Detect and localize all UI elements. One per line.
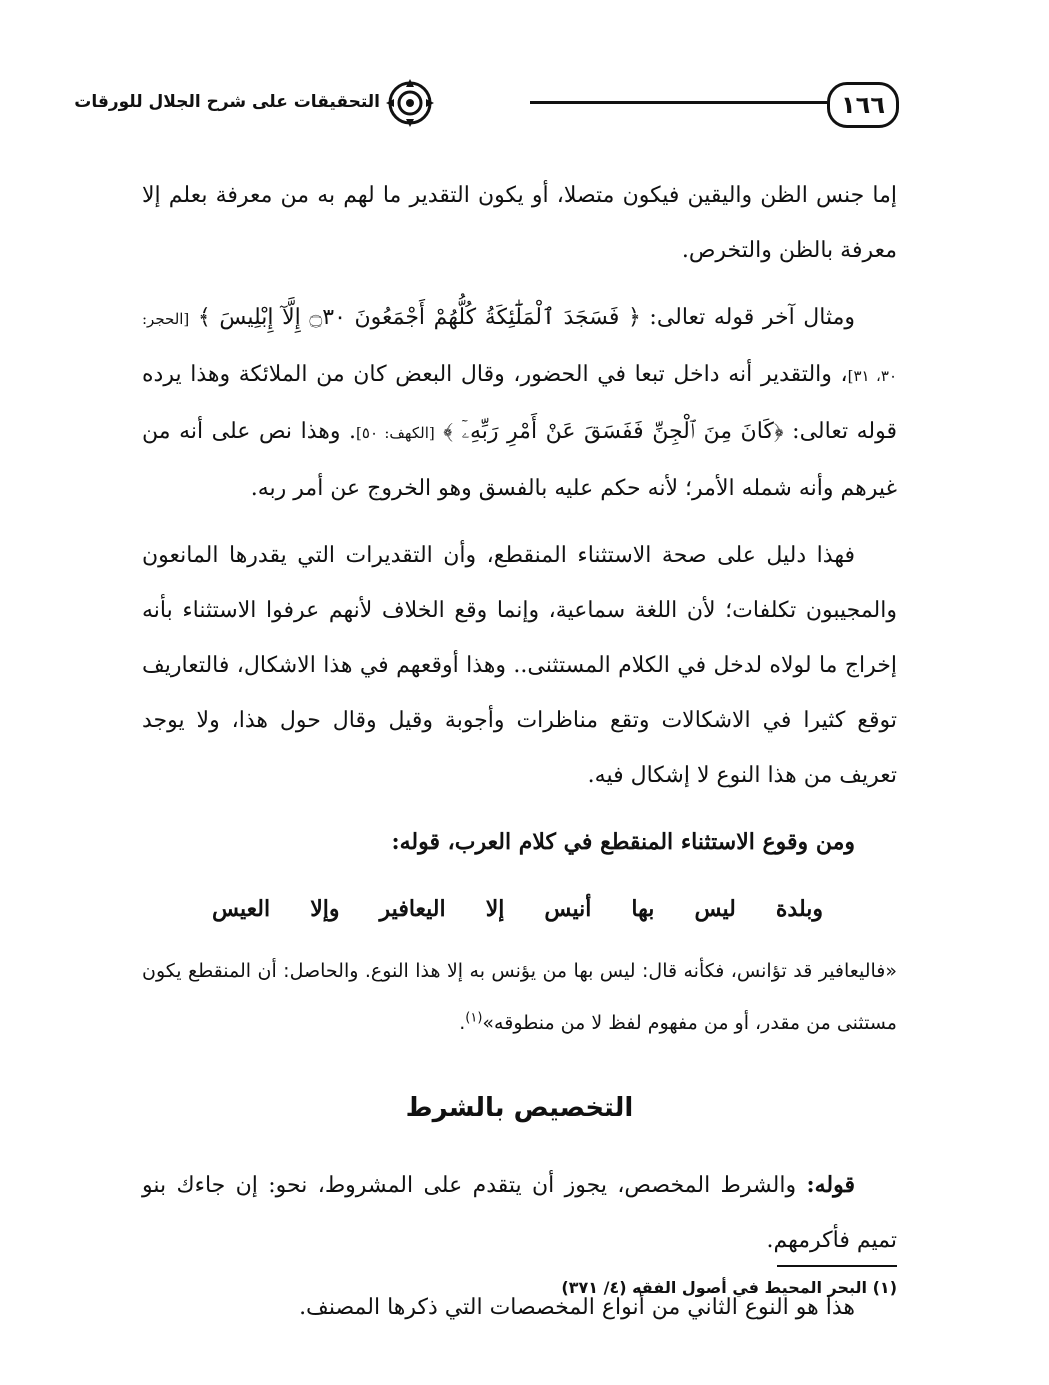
quran-reference-1: [الحجر: ٣٠، ٣١] <box>142 310 898 385</box>
footnote-rule <box>777 1265 897 1267</box>
verse-word: إلا <box>485 896 505 922</box>
quotation-text: «فاليعافير قد تؤانس، فكأنه قال: ليس بها من يؤنس به إلا هذا النوع. والحاصل: أن المنقطع يكون مستثنى من مقدر، أو من مفهوم لفظ لا من منطوقه» <box>142 960 897 1034</box>
paragraph-2-part2: ، والتقدير أنه داخل تبعا في الحضور، وقال البعض كان من الملائكة وهذا يرده قوله تعالى: ﴿كَانَ مِنَ ٱلْجِنِّ فَفَسَقَ عَنْ أَمْرِ رَبِّهِۦٓ ﴾ <box>142 362 898 444</box>
section-title: التخصيص بالشرط <box>405 1093 634 1123</box>
quran-reference-2: [الكهف: ٥٠] <box>356 424 435 442</box>
section-label: قوله: <box>806 1172 855 1198</box>
page-header <box>74 78 899 138</box>
book-title: التحقيقات على شرح الجلال للورقات <box>74 92 380 112</box>
section-paragraph <box>142 1158 897 1268</box>
page-body <box>142 168 897 1347</box>
quotation-end: . <box>459 1012 466 1034</box>
verse-word: اليعافير <box>379 896 446 922</box>
verse-word: وبلدة <box>775 896 823 922</box>
verse-word: ليس <box>694 896 736 922</box>
paragraph-2-part1: ومثال آخر قوله تعالى: ﴿ فَسَجَدَ ٱلْمَلَٰٓئِكَةُ كُلُّهُمْ أَجْمَعُونَ ۝٣٠ إِلَّآ إِبْلِيسَ ﴾ <box>197 305 855 330</box>
paragraph-4: ومن وقوع الاستثناء المنقطع في كلام العرب، قوله: <box>391 829 855 855</box>
verse-word: أنيس <box>544 896 592 922</box>
page-number: ١٦٦ <box>827 82 899 128</box>
paragraph-2-part3: . وهذا نص على أنه من غيرهم وأنه شمله الأمر؛ لأنه حكم عليه بالفسق وهو الخروج عن أمر ربه. <box>142 419 897 501</box>
poetry-verse <box>142 882 897 937</box>
paragraph-3: فهذا دليل على صحة الاستثناء المنقطع، وأن التقديرات التي يقدرها المانعون والمجيبون تكلفات؛ لأن اللغة سماعية، وإنما وقع الخلاف لأنهم عرفوا الاستثناء بأنه إخراج ما لولاه لدخل في الكلام المستثنى.. وهذا أوقعهم في هذا الاشكال، فالتعاريف توقع كثيرا في الاشكالات وتقع مناظرات وأجوبة وقيل وقال حول هذا، ولا يوجد تعريف من هذا النوع لا إشكال فيه. <box>142 543 897 788</box>
verse-word: العيس <box>212 896 271 922</box>
verse-word: بها <box>631 896 655 922</box>
footnote-marker: (١) <box>465 1010 483 1026</box>
section-comment: هذا هو النوع الثاني من أنواع المخصصات التي ذكرها المصنف. <box>299 1295 855 1320</box>
verse-word: وإلا <box>310 896 340 922</box>
footnote: (١) البحر المحيط في أصول الفقه (٤/ ٣٧١) <box>561 1278 897 1297</box>
paragraph-1: إما جنس الظن واليقين فيكون متصلا، أو يكون التقدير ما لهم به من معرفة بعلم إلا معرفة بالظن والتخرص. <box>142 183 897 263</box>
header-rule <box>530 101 827 104</box>
ornament-icon <box>385 78 435 128</box>
section-text: والشرط المخصص، يجوز أن يتقدم على المشروط، نحو: إن جاءك بنو تميم فأكرمهم. <box>142 1173 897 1253</box>
quotation <box>142 945 897 1049</box>
paragraph-2 <box>142 290 897 516</box>
